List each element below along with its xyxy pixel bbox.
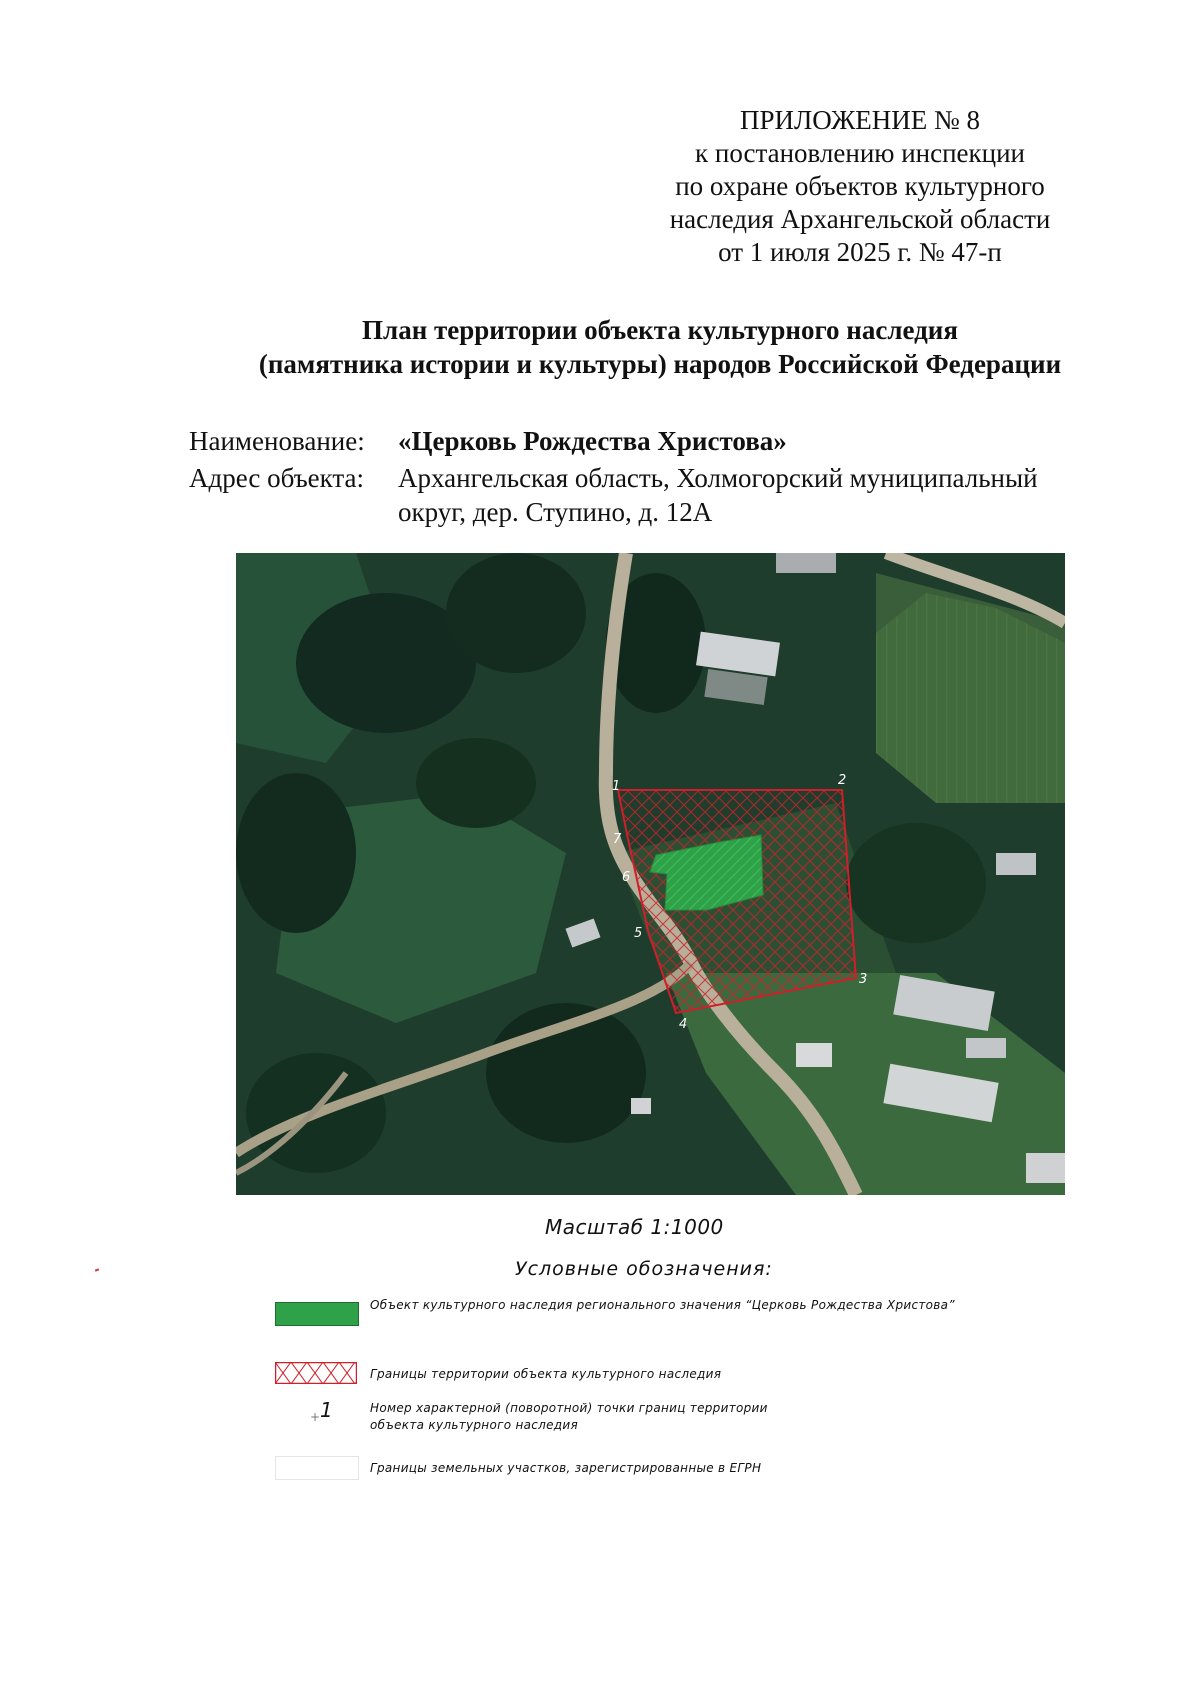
address-label: Адрес объекта: xyxy=(189,463,365,493)
map-scale: Масштаб 1:1000 xyxy=(545,1215,724,1239)
name-label: Наименование: xyxy=(189,426,365,456)
scan-mark xyxy=(95,1268,99,1271)
satellite-map xyxy=(236,553,1065,1195)
building xyxy=(1026,1153,1065,1183)
map-svg xyxy=(236,553,1065,1195)
red-hatch-swatch-icon xyxy=(275,1362,357,1384)
legend-text-line: Номер характерной (поворотной) точки границ территории xyxy=(370,1401,768,1415)
legend-item-land-parcels: Границы земельных участков, зарегистрированные в ЕГРН xyxy=(370,1461,762,1475)
forest xyxy=(446,553,586,673)
legend-item-monument: Объект культурного наследия регионального значения “Церковь Рождества Христова” xyxy=(370,1298,955,1312)
point-label: 3 xyxy=(859,972,868,987)
address-line: Архангельская область, Холмогорский муниципальный xyxy=(398,463,1038,493)
forest xyxy=(846,823,986,943)
green-fill-swatch-icon xyxy=(275,1302,359,1326)
title-line: (памятника истории и культуры) народов Российской Федерации xyxy=(258,349,1062,379)
building xyxy=(996,853,1036,875)
page-title xyxy=(130,313,1190,381)
appendix-header xyxy=(560,104,1160,269)
address-value xyxy=(398,461,1098,529)
forest xyxy=(236,773,356,933)
name-value: «Церковь Рождества Христова» xyxy=(398,426,787,456)
appendix-date: от 1 июля 2025 г. № 47-п xyxy=(718,237,1002,267)
point-label: 6 xyxy=(622,870,631,885)
point-label: 2 xyxy=(838,773,847,788)
forest xyxy=(416,738,536,828)
white-outline-swatch-icon xyxy=(275,1456,359,1480)
appendix-ref-line: наследия Архангельской области xyxy=(669,204,1051,234)
appendix-ref-line: к постановлению инспекции xyxy=(695,138,1025,168)
point-number-icon: + 1 xyxy=(310,1398,333,1424)
point-number-glyph: 1 xyxy=(320,1398,333,1422)
building xyxy=(966,1038,1006,1058)
address-line: округ, дер. Ступино, д. 12А xyxy=(398,497,713,527)
legend-item-point xyxy=(370,1400,768,1434)
point-label: 7 xyxy=(613,832,622,847)
legend-title: Условные обозначения: xyxy=(515,1258,773,1280)
legend-item-territory: Границы территории объекта культурного наследия xyxy=(370,1367,722,1381)
building xyxy=(631,1098,651,1114)
title-line: План территории объекта культурного наследия xyxy=(362,315,958,345)
appendix-ref-line: по охране объектов культурного xyxy=(675,171,1045,201)
appendix-number: ПРИЛОЖЕНИЕ № 8 xyxy=(739,105,981,135)
point-label: 1 xyxy=(612,779,621,794)
point-label: 5 xyxy=(634,926,643,941)
building xyxy=(796,1043,832,1067)
building xyxy=(776,553,836,573)
point-label: 4 xyxy=(679,1017,688,1032)
legend-text-line: объекта культурного наследия xyxy=(370,1418,579,1432)
